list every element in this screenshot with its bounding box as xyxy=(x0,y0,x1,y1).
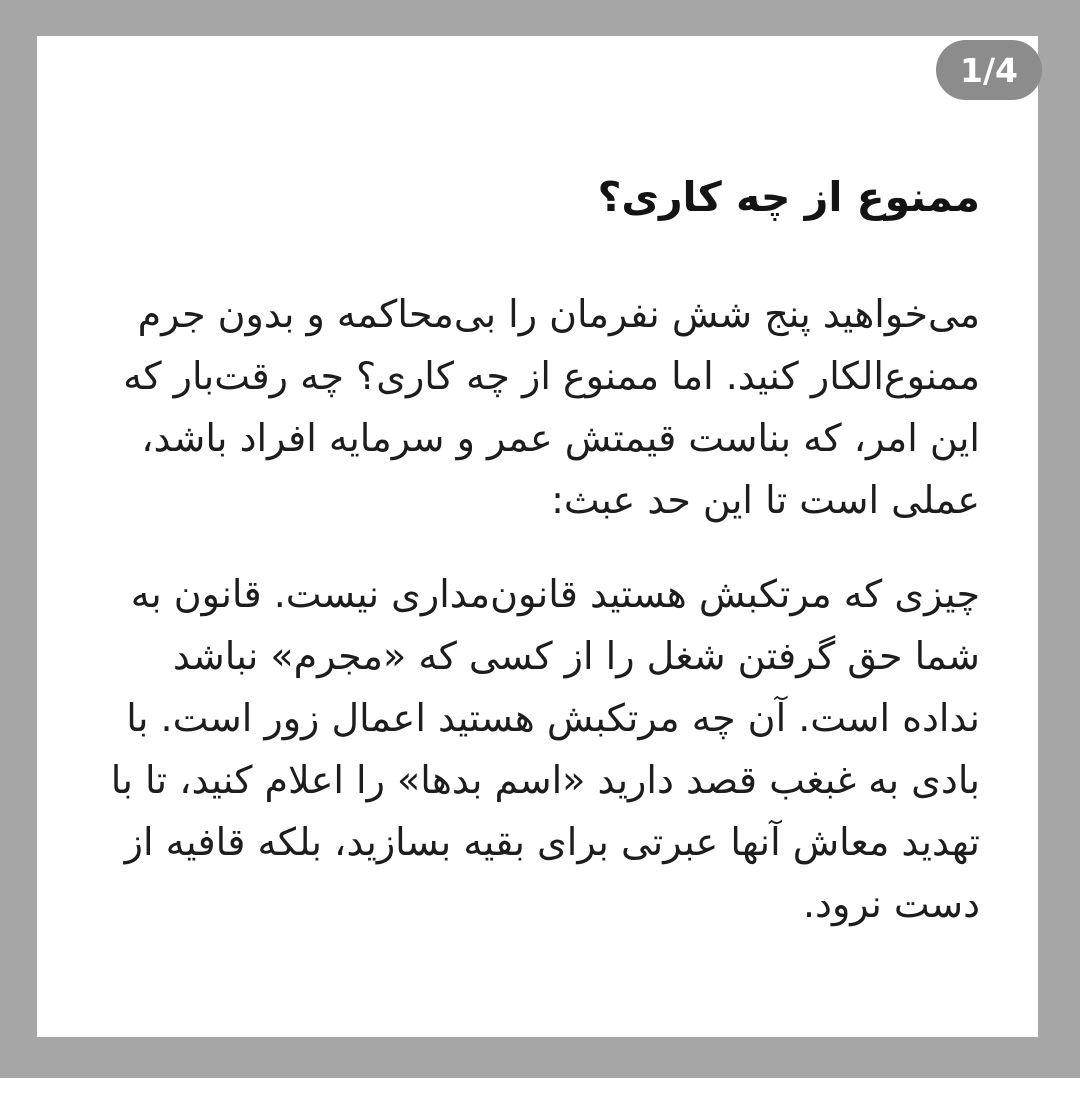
paragraph-2: چیزی که مرتکبش هستید قانون‌مداری نیست. قانون به شما حق گرفتن شغل را از کسی که «مجرم» نباشد نداده است. آن چه مرتکبش هستید اعمال زور است. با بادی به غبغب قصد دارید «اسم بدها» را اعلام کنید، تا با تهدید معاش آنها عبرتی برای بقیه بسازید، بلکه قافیه از دست نرود. xyxy=(110,572,980,927)
page-counter-badge: 1/4 xyxy=(936,40,1042,100)
article-title: ممنوع از چه کاری؟ xyxy=(597,173,980,221)
paragraph-1: می‌خواهید پنج شش نفرمان را بی‌محاکمه و بدون جرم ممنوع‌الکار کنید. اما ممنوع از چه کاری؟ چه رقت‌بار که این امر، که بناست قیمتش عمر و سرمایه افراد باشد، عملی است تا این حد عبث: xyxy=(123,292,980,523)
article-body xyxy=(37,36,1038,935)
text-card-image[interactable] xyxy=(37,36,1038,1037)
